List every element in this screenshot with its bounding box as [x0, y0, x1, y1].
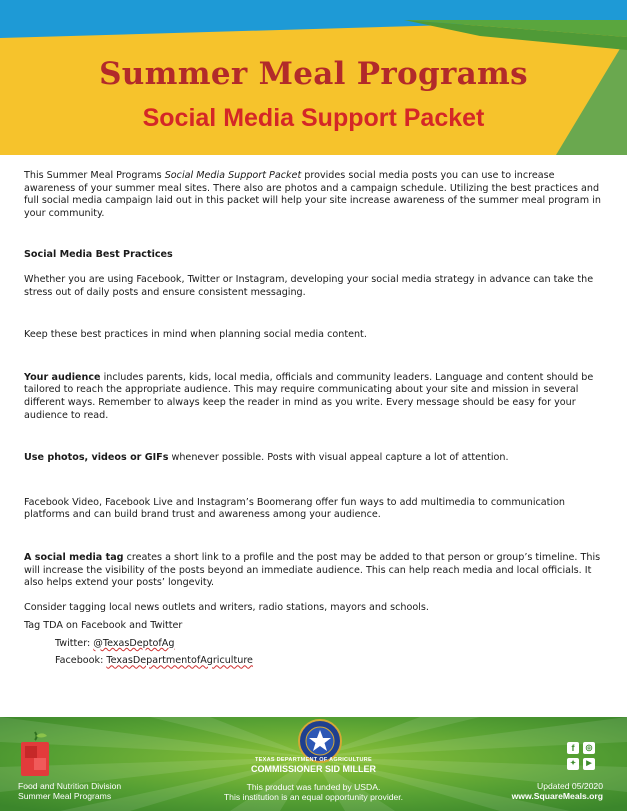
footer-funded: This product was funded by USDA. [246, 782, 381, 792]
facebook-handle: TexasDepartmentofAgriculture [106, 655, 253, 667]
youtube-icon[interactable]: ▶ [583, 758, 595, 770]
footer-updated: Updated 05/2020 www.SquareMeals.org [511, 781, 603, 801]
social-tag-paragraph: A social media tag creates a short link to a profile and the post may be added to that person or group’s timeline. This will increase the visibility of the posts beyond an immediate audience. This can help reach media and local officials. It also helps extend your posts’ longevity. [24, 551, 601, 589]
tag-tda-line: Tag TDA on Facebook and Twitter [24, 620, 183, 632]
twitter-handle: @TexasDeptofAg [93, 637, 175, 649]
intro-paragraph: This Summer Meal Programs Social Media Support Packet provides social media posts you can use to increase awareness of your summer meal sites. There also are photos and a campaign schedule. Utilizing the best practices and full social media campaign laid out in this packet will help your site increase awareness of the summer meal program in your community. [24, 170, 601, 219]
photos-paragraph: Use photos, videos or GIFs whenever possible. Posts with visual appeal capture a lot of attention. [24, 452, 509, 464]
footer-commissioner: COMMISSIONER SID MILLER [250, 764, 376, 774]
multimedia-paragraph: Facebook Video, Facebook Live and Instagram’s Boomerang offer fun ways to add multimedia to communication platforms and can build brand trust and awareness among your audience. [24, 496, 566, 521]
best-practices-heading: Social Media Best Practices [24, 249, 173, 261]
instagram-icon[interactable]: ◎ [583, 742, 595, 754]
page-subtitle: Social Media Support Packet [142, 104, 485, 132]
footer-division: Food and Nutrition Division Summer Meal Programs [18, 781, 122, 801]
apple-logo-icon [20, 730, 50, 778]
document-body [24, 170, 608, 668]
footer-seal-caption: TEXAS DEPARTMENT OF AGRICULTURE [254, 757, 373, 763]
page-title: Summer Meal Programs [99, 56, 528, 92]
facebook-icon[interactable]: f [567, 742, 579, 754]
best-practices-paragraph: Whether you are using Facebook, Twitter or Instagram, developing your social media strategy in advance can take the stress out of daily posts and ensure consistent messaging. [24, 273, 594, 298]
twitter-line: Twitter: @TexasDeptofAg [55, 637, 175, 649]
consider-tagging-paragraph: Consider tagging local news outlets and writers, radio stations, mayors and schools. [24, 601, 429, 613]
keep-in-mind-paragraph: Keep these best practices in mind when planning social media content. [24, 329, 367, 341]
header-banner [0, 0, 627, 155]
footer-equal-opportunity: This institution is an equal opportunity provider. [223, 792, 404, 802]
twitter-icon[interactable]: ✦ [567, 758, 579, 770]
facebook-line: Facebook: TexasDepartmentofAgriculture [55, 655, 253, 667]
audience-paragraph: Your audience includes parents, kids, local media, officials and community leaders. Language and content should be tailored to reach the appropriate audience. This may require communicating about your site and mission in several different ways. Remember to always keep the reader in mind as you write. Every message should be easy for your audience to read. [24, 371, 594, 421]
website-link[interactable]: www.SquareMeals.org [511, 791, 603, 801]
